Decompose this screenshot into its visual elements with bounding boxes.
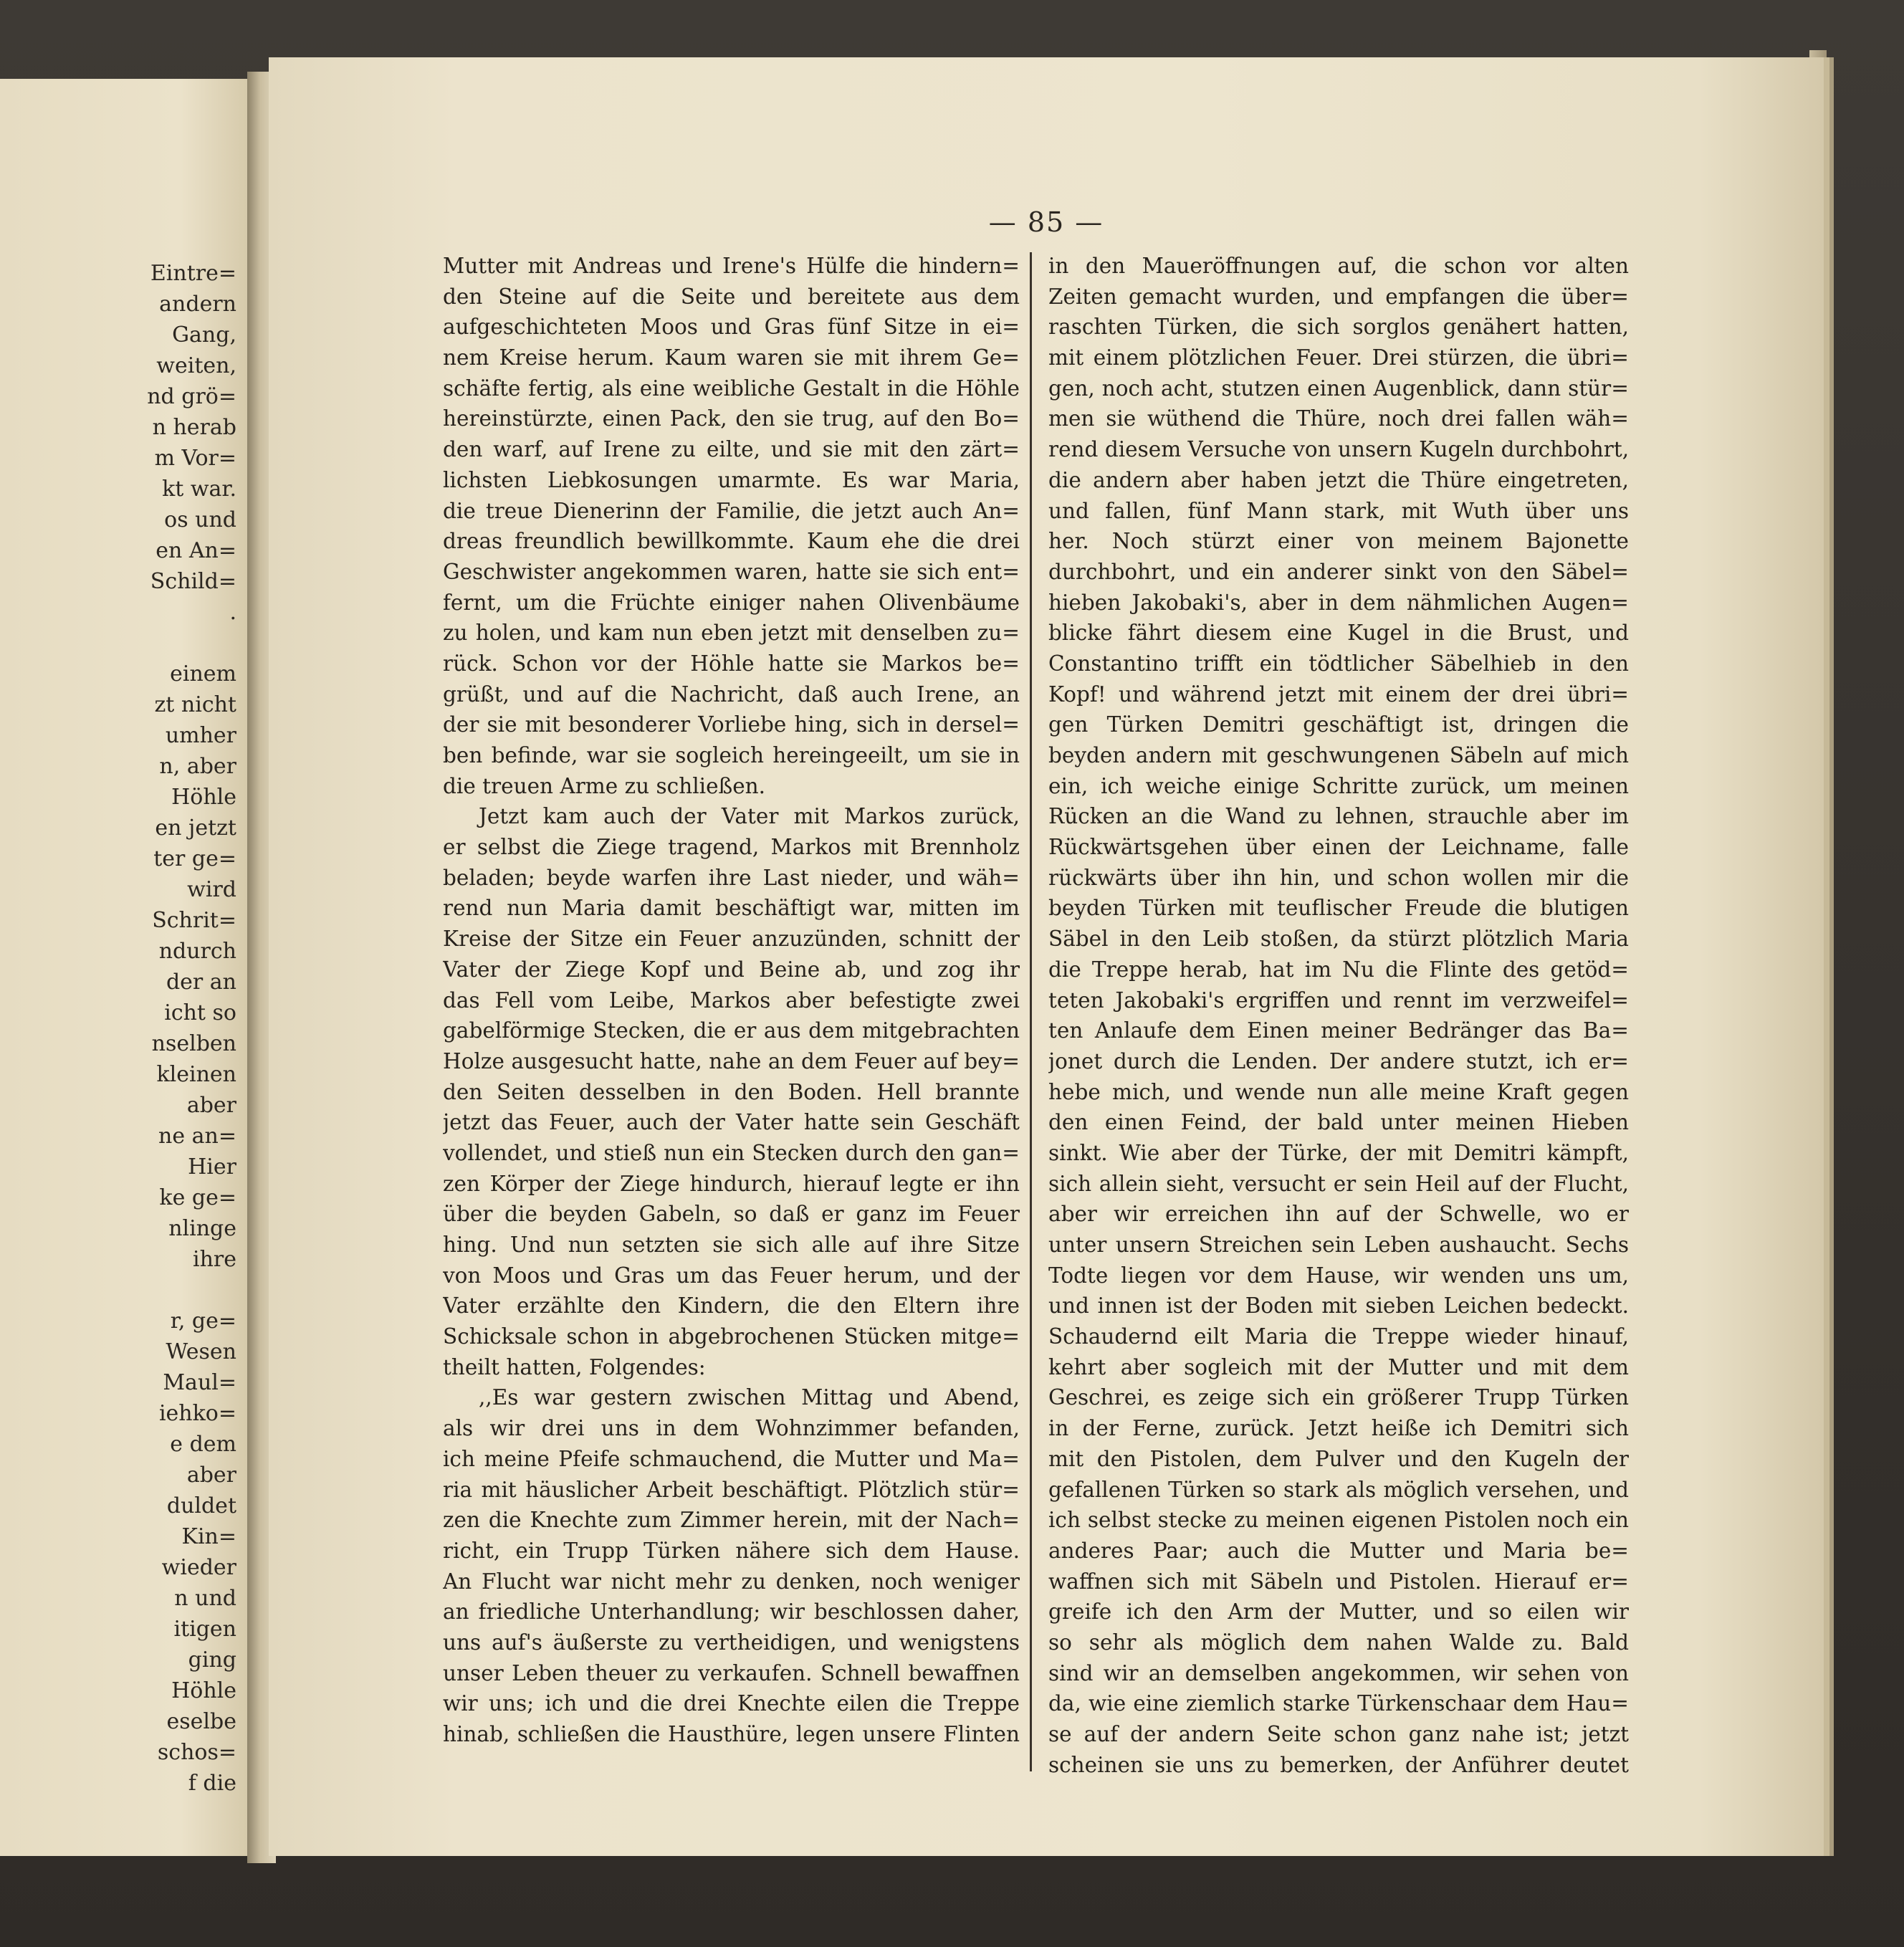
text-line: Zeiten gemacht wurden, und empfangen die über= (1048, 284, 1629, 309)
text-line: nem Kreise herum. Kaum waren sie mit ihrem Ge= (443, 345, 1020, 370)
left-fragment-line: itigen (173, 1617, 236, 1642)
text-line: kehrt aber sogleich mit der Mutter und mit dem (1048, 1354, 1629, 1379)
text-line: Kreise der Sitze ein Feuer anzuzünden, schnitt der (443, 927, 1020, 952)
left-fragment-line: weiten, (156, 353, 236, 378)
left-fragment-line: n herab (152, 415, 236, 440)
left-fragment-line: Höhle (171, 785, 236, 810)
left-fragment-line: Gang, (172, 322, 236, 348)
left-fragment-line: ihre (192, 1247, 236, 1272)
left-fragment-line: en jetzt (155, 815, 236, 841)
left-fragment-line: umher (165, 723, 236, 748)
text-line: über die beyden Gabeln, so daß er ganz im Feuer (443, 1202, 1020, 1227)
right-text-column (1048, 251, 1629, 1780)
text-line: fernt, um die Früchte einiger nahen Olivenbäume (443, 590, 1020, 615)
text-line: ten Anlaufe dem Einen meiner Bedränger das Ba= (1048, 1018, 1629, 1043)
text-line: sind wir an demselben angekommen, wir sehen von (1048, 1660, 1629, 1685)
left-fragment-line: ndurch (158, 939, 236, 964)
text-line: Schaudernd eilt Maria die Treppe wieder hinauf, (1048, 1324, 1629, 1349)
text-line: greife ich den Arm der Mutter, und so eilen wir (1048, 1599, 1629, 1625)
left-fragment-line: n, aber (159, 754, 236, 779)
text-line: die treue Dienerinn der Familie, die jetzt auch An= (443, 498, 1020, 523)
text-line: zen die Knechte zum Zimmer herein, mit der Nach= (443, 1508, 1020, 1533)
text-line: ria mit häuslicher Arbeit beschäftigt. Plötzlich stür= (443, 1477, 1020, 1502)
left-fragment-line: en An= (156, 538, 236, 563)
text-line: lichsten Liebkosungen umarmte. Es war Maria, (443, 467, 1020, 492)
left-fragment-line: kt war. (162, 477, 236, 502)
left-fragment-line: Kin= (181, 1524, 236, 1549)
left-fragment-line: kleinen (156, 1062, 236, 1087)
left-fragment-line: schos= (157, 1740, 236, 1765)
text-line: Rücken an die Wand zu lehnen, strauchle aber im (1048, 804, 1629, 829)
left-fragment-line: icht so (164, 1000, 236, 1025)
text-line: rend nun Maria damit beschäftigt war, mitten im (443, 896, 1020, 921)
text-line: das Fell vom Leibe, Markos aber befestigte zwei (443, 987, 1020, 1013)
left-fragment-line: os und (164, 507, 236, 532)
text-line: scheinen sie uns zu bemerken, der Anführer deutet (1048, 1752, 1629, 1777)
left-fragment-line: . (229, 600, 236, 625)
text-line: jetzt das Feuer, auch der Vater hatte sein Geschäft (443, 1110, 1020, 1135)
text-line: Todte liegen vor dem Hause, wir wenden uns um, (1048, 1263, 1629, 1288)
text-line: beyden andern mit geschwungenen Säbeln auf mich (1048, 743, 1629, 767)
text-line: da, wie eine ziemlich starke Türkenschaar dem Hau= (1048, 1691, 1629, 1716)
left-fragment-line: wieder (161, 1555, 236, 1580)
text-line: jonet durch die Lenden. Der andere stutzt, ich er= (1048, 1048, 1629, 1073)
text-line: vollendet, und stieß nun ein Stecken durch den gan= (443, 1140, 1020, 1165)
text-line: Jetzt kam auch der Vater mit Markos zurück, (479, 804, 1020, 829)
left-fragment-line: andern (159, 292, 236, 317)
text-line: theilt hatten, Folgendes: (443, 1354, 706, 1379)
text-line: gefallenen Türken so stark als möglich versehen, und (1048, 1477, 1629, 1502)
text-line: beyden Türken mit teuflischer Freude die blutigen (1048, 896, 1629, 921)
text-line: uns auf's äußerste zu vertheidigen, und wenigstens (443, 1630, 1020, 1655)
text-line: als wir drei uns in dem Wohnzimmer befanden, (443, 1416, 1020, 1441)
text-line: zen Körper der Ziege hindurch, hierauf legte er ihn (443, 1171, 1020, 1196)
text-line: in der Ferne, zurück. Jetzt heiße ich Demitri sich (1048, 1416, 1629, 1441)
text-line: Vater der Ziege Kopf und Beine ab, und zog ihr (443, 957, 1020, 982)
text-line: gen Türken Demitri geschäftigt ist, dringen die (1048, 712, 1629, 737)
text-line: hinab, schließen die Hausthüre, legen unsere Flinten (443, 1722, 1020, 1746)
text-line: grüßt, und auf die Nachricht, daß auch Irene, an (443, 681, 1020, 707)
text-line: teten Jakobaki's ergriffen und rennt im verzweifel= (1048, 987, 1629, 1013)
text-line: Holze ausgesucht hatte, nahe an dem Feuer auf bey= (443, 1048, 1020, 1073)
text-line: hieben Jakobaki's, aber in dem nähmlichen Augen= (1048, 590, 1629, 615)
text-line: Rückwärtsgehen über einen der Leichname, falle (1048, 835, 1629, 860)
text-line: Schicksale schon in abgebrochenen Stücken mitge= (443, 1324, 1020, 1349)
text-line: An Flucht war nicht mehr zu denken, noch weniger (443, 1569, 1020, 1594)
text-line: beladen; beyde warfen ihre Last nieder, und wäh= (443, 865, 1020, 890)
text-line: men sie wüthend die Thüre, noch drei fallen wäh= (1048, 406, 1629, 431)
left-fragment-line: nselben (151, 1031, 236, 1056)
text-line: die andern aber haben jetzt die Thüre eingetreten, (1048, 467, 1629, 492)
left-fragment-line: nd grö= (147, 384, 236, 409)
text-line: Geschrei, es zeige sich ein größerer Trupp Türken (1048, 1385, 1629, 1410)
text-line: her. Noch stürzt einer von meinem Bajonette (1048, 529, 1629, 554)
left-fragment-line: Wesen (166, 1339, 236, 1364)
left-fragment-line: ging (188, 1647, 236, 1673)
text-line: hebe mich, und wende nun alle meine Kraft gegen (1048, 1079, 1629, 1104)
left-fragment-line: ke ge= (159, 1185, 236, 1210)
left-fragment-line: iehko= (158, 1401, 236, 1426)
text-line: waffnen sich mit Säbeln und Pistolen. Hierauf er= (1048, 1569, 1629, 1594)
text-line: aber wir erreichen ihn auf der Schwelle, wo er (1048, 1202, 1629, 1227)
left-fragment-line: n und (174, 1586, 236, 1611)
left-fragment-line: aber (186, 1463, 236, 1488)
text-line: sich allein sieht, versucht er sein Heil auf der Flucht, (1048, 1171, 1629, 1196)
text-line: gabelförmige Stecken, die er aus dem mitgebrachten (443, 1018, 1020, 1043)
text-line: wir uns; ich und die drei Knechte eilen die Treppe (443, 1691, 1020, 1716)
text-line: unser Leben theuer zu verkaufen. Schnell bewaffnen (443, 1660, 1020, 1685)
text-line: richt, ein Trupp Türken nähere sich dem Hause. (443, 1538, 1020, 1563)
text-line: in den Maueröffnungen auf, die schon vor alten (1048, 254, 1629, 278)
text-line: die treuen Arme zu schließen. (443, 773, 766, 798)
left-fragment-line: einem (170, 661, 236, 687)
left-fragment-line: Maul= (163, 1370, 236, 1395)
text-line: den Steine auf die Seite und bereitete aus dem (443, 284, 1020, 309)
text-line: er selbst die Ziege tragend, Markos mit Brennholz (443, 835, 1020, 860)
text-line: sinkt. Wie aber der Türke, der mit Demitri kämpft, (1048, 1140, 1629, 1165)
text-line: den Seiten desselben in den Boden. Hell brannte (443, 1079, 1020, 1104)
text-line: der sie mit besonderer Vorliebe hing, sich in dersel= (443, 712, 1020, 737)
text-line: schäfte fertig, als eine weibliche Gestalt in die Höhle (443, 375, 1020, 401)
text-line: rend diesem Versuche von unsern Kugeln durchbohrt, (1048, 437, 1629, 462)
text-line: und innen ist der Boden mit sieben Leichen bedeckt. (1048, 1293, 1629, 1319)
left-fragment-line: eselbe (166, 1709, 236, 1734)
text-line: mit einem plötzlichen Feuer. Drei stürzen, die übri= (1048, 345, 1629, 370)
left-fragment-line (7, 1275, 236, 1306)
text-line: rückwärts über ihn hin, und schon wollen mir die (1048, 865, 1629, 890)
left-fragment-line: r, ge= (170, 1309, 236, 1334)
left-fragment-line: Schild= (150, 569, 236, 594)
text-line: Vater erzählte den Kindern, die den Eltern ihre (443, 1293, 1020, 1319)
text-line: ich meine Pfeife schmauchend, die Mutter und Ma= (443, 1446, 1020, 1471)
left-fragment-line: ter ge= (153, 846, 236, 871)
text-line: von Moos und Gras um das Feuer herum, und der (443, 1263, 1020, 1288)
text-line: Säbel in den Leib stoßen, da stürzt plötzlich Maria (1048, 927, 1629, 952)
left-fragment-line: der an (166, 970, 236, 995)
text-line: Geschwister angekommen waren, hatte sie sich ent= (443, 559, 1020, 584)
text-line: ben befinde, war sie sogleich hereingeeilt, um sie in (443, 743, 1020, 767)
text-line: mit den Pistolen, dem Pulver und den Kugeln der (1048, 1446, 1629, 1471)
text-line: anderes Paar; auch die Mutter und Maria be= (1048, 1538, 1629, 1563)
left-fragment-line: Höhle (171, 1678, 236, 1703)
text-line: blicke fährt diesem eine Kugel in die Brust, und (1048, 621, 1629, 646)
left-text-column (443, 251, 1020, 1750)
text-line: hereinstürzte, einen Pack, den sie trug, auf den Bo= (443, 406, 1020, 431)
left-page-text-fragments (7, 258, 236, 1799)
text-line: gen, noch acht, stutzen einen Augenblick, dann stür= (1048, 375, 1629, 401)
text-line: unter unsern Streichen sein Leben aushaucht. Sechs (1048, 1233, 1629, 1257)
text-line: ich selbst stecke zu meinen eigenen Pistolen noch ein (1048, 1508, 1629, 1533)
text-line: die Treppe herab, hat im Nu die Flinte des getöd= (1048, 957, 1629, 982)
text-line: aufgeschichteten Moos und Gras fünf Sitze in ei= (443, 315, 1020, 340)
left-fragment-line: wird (187, 877, 236, 902)
left-fragment-line: aber (186, 1093, 236, 1118)
text-line: durchbohrt, und ein anderer sinkt von den Säbel= (1048, 559, 1629, 584)
text-line: den warf, auf Irene zu eilte, und sie mit den zärt= (443, 437, 1020, 462)
left-fragment-line: zt nicht (154, 692, 236, 717)
left-fragment-line: Eintre= (150, 261, 236, 286)
text-line: raschten Türken, die sich sorglos genähert hatten, (1048, 315, 1629, 340)
left-fragment-line: ne an= (158, 1124, 236, 1149)
left-fragment-line: Schrit= (152, 908, 236, 933)
left-fragment-line (7, 628, 236, 659)
text-line: hing. Und nun setzten sie sich alle auf ihre Sitze (443, 1233, 1020, 1257)
text-line: se auf der andern Seite schon ganz nahe ist; jetzt (1048, 1722, 1629, 1746)
text-line: Kopf! und während jetzt mit einem der drei übri= (1048, 681, 1629, 707)
left-fragment-line: m Vor= (154, 446, 236, 471)
text-line: ,,Es war gestern zwischen Mittag und Abend, (479, 1385, 1020, 1410)
left-fragment-line: e dem (170, 1432, 236, 1457)
text-line: dreas freundlich bewillkommte. Kaum ehe die drei (443, 529, 1020, 554)
text-line: zu holen, und kam nun eben jetzt mit denselben zu= (443, 621, 1020, 646)
text-line: Mutter mit Andreas und Irene's Hülfe die hindern= (443, 254, 1020, 278)
text-line: ein, ich weiche einige Schritte zurück, um meinen (1048, 773, 1629, 798)
left-fragment-line: Hier (188, 1154, 236, 1180)
page-number: — 85 — (988, 206, 1104, 238)
text-line: so sehr als möglich dem nahen Walde zu. Bald (1048, 1630, 1629, 1655)
left-fragment-line: nlinge (168, 1216, 236, 1241)
text-line: den einen Feind, der bald unter meinen Hieben (1048, 1110, 1629, 1135)
left-fragment-line: f die (188, 1771, 236, 1796)
column-divider (1030, 252, 1032, 1771)
left-fragment-line: duldet (166, 1493, 236, 1518)
text-line: und fallen, fünf Mann stark, mit Wuth über uns (1048, 498, 1629, 523)
text-line: rück. Schon vor der Höhle hatte sie Markos be= (443, 651, 1020, 676)
text-line: an friedliche Unterhandlung; wir beschlossen daher, (443, 1599, 1020, 1625)
text-line: Constantino trifft ein tödtlicher Säbelhieb in den (1048, 651, 1629, 676)
